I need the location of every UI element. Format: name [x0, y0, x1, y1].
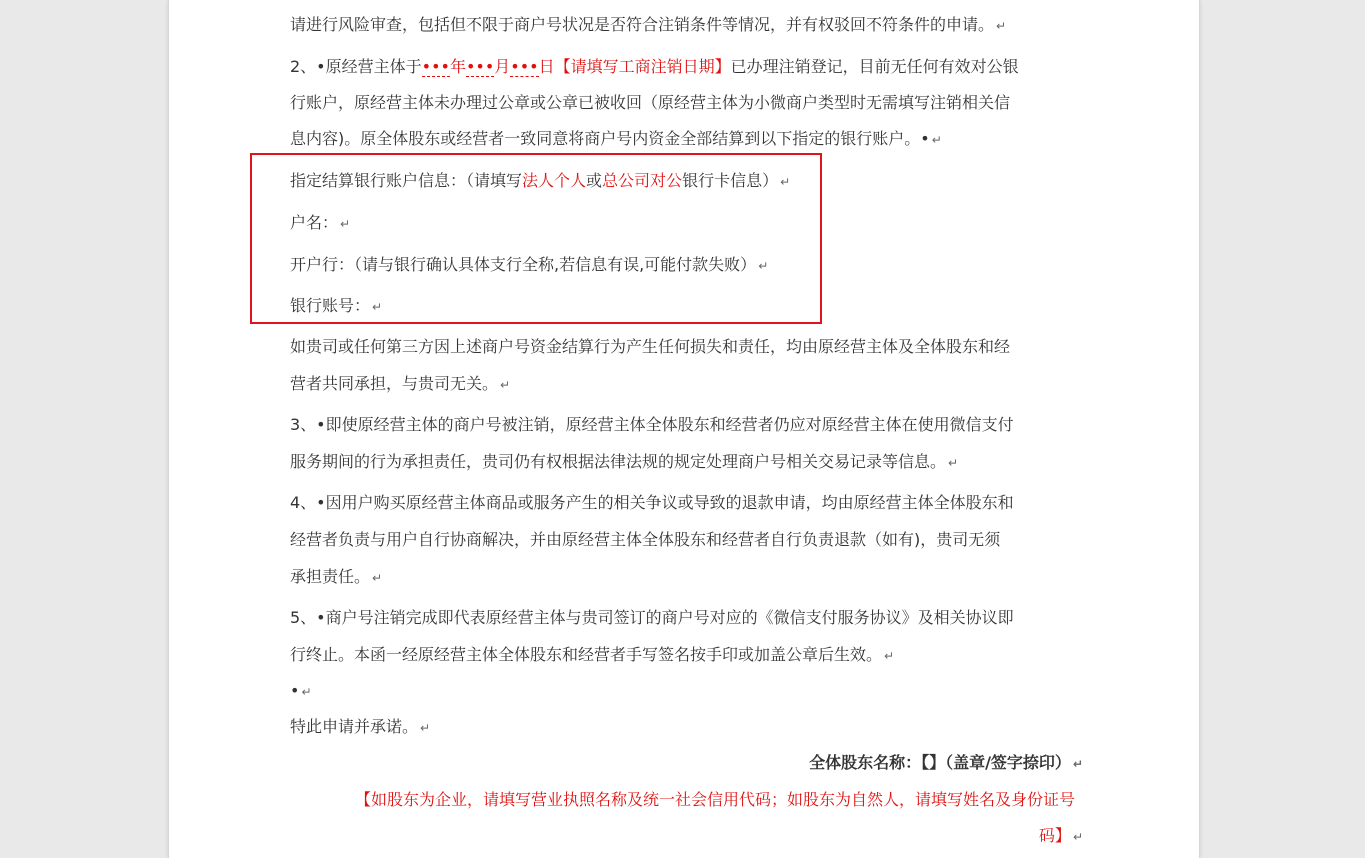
paragraph-mark: ↵: [301, 685, 312, 699]
date-hint: 【请填写工商注销日期】: [554, 57, 731, 76]
liability-line2: 营者共同承担，与贵司无关。 ↵: [290, 374, 511, 393]
account-name-field: 户名： ↵: [290, 213, 351, 232]
shareholder-note-line1: 【如股东为企业，请填写营业执照名称及统一社会信用代码；如股东为自然人，请填写姓名及身份证号: [354, 790, 1075, 809]
paragraph-mark: ↵: [758, 259, 769, 273]
item2-line3: 息内容)。原全体股东或经营者一致同意将商户号内资金全部结算到以下指定的银行账户。• ↵: [290, 129, 942, 148]
account-number-field: 银行账号： ↵: [290, 296, 383, 315]
bullet-line: • ↵: [290, 681, 312, 700]
paragraph-mark: ↵: [372, 300, 383, 314]
paragraph-mark: ↵: [500, 378, 511, 392]
paragraph-mark: ↵: [420, 721, 431, 735]
item3-line1: 3、•即使原经营主体的商户号被注销，原经营主体全体股东和经营者仍应对原经营主体在使用微信支付: [290, 415, 1014, 434]
paragraph-mark: ↵: [340, 217, 351, 231]
paragraph-mark: ↵: [1072, 757, 1083, 771]
declaration: 特此申请并承诺。 ↵: [290, 717, 431, 736]
paragraph-line: 请进行风险审查，包括但不限于商户号状况是否符合注销条件等情况，并有权驳回不符条件的申请。 ↵: [290, 15, 1007, 34]
bank-info-title: 指定结算银行账户信息：（请填写法人个人或总公司对公银行卡信息） ↵: [290, 171, 791, 190]
paragraph-mark: ↵: [948, 456, 959, 470]
paragraph-mark: ↵: [372, 571, 383, 585]
paragraph-mark: ↵: [1072, 830, 1083, 844]
paragraph-mark: ↵: [931, 133, 942, 147]
item3-line2: 服务期间的行为承担责任，贵司仍有权根据法律法规的规定处理商户号相关交易记录等信息。 ↵: [290, 452, 959, 471]
shareholder-note-line2: 码】 ↵: [1038, 826, 1083, 845]
paragraph-mark: ↵: [996, 19, 1007, 33]
item4-line3: 承担责任。 ↵: [290, 567, 383, 586]
item4-line1: 4、•因用户购买原经营主体商品或服务产生的相关争议或导致的退款申请，均由原经营主体全体股东和: [290, 493, 1014, 512]
item2-line1: 2、•原经营主体于•••年•••月•••日【请填写工商注销日期】已办理注销登记，目前无任何有效对公银: [290, 57, 1019, 76]
bank-branch-field: 开户行：（请与银行确认具体支行全称,若信息有误,可能付款失败） ↵: [290, 255, 769, 274]
liability-line1: 如贵司或任何第三方因上述商户号资金结算行为产生任何损失和责任，均由原经营主体及全体股东和经: [290, 337, 1011, 356]
item5-line1: 5、•商户号注销完成即代表原经营主体与贵司签订的商户号对应的《微信支付服务协议》及相关协议即: [290, 608, 1014, 627]
item4-line2: 经营者负责与用户自行协商解决，并由原经营主体全体股东和经营者自行负责退款（如有)，贵司无须: [290, 530, 1001, 549]
paragraph-mark: ↵: [780, 175, 791, 189]
paragraph-mark: ↵: [884, 649, 895, 663]
item5-line2: 行终止。本函一经原经营主体全体股东和经营者手写签名按手印或加盖公章后生效。 ↵: [290, 645, 895, 664]
item2-line2: 行账户，原经营主体未办理过公章或公章已被收回（原经营主体为小微商户类型时无需填写注销相关信: [290, 93, 1011, 112]
signature-line: 全体股东名称：【】（盖章/签字捺印） ↵: [809, 753, 1083, 772]
